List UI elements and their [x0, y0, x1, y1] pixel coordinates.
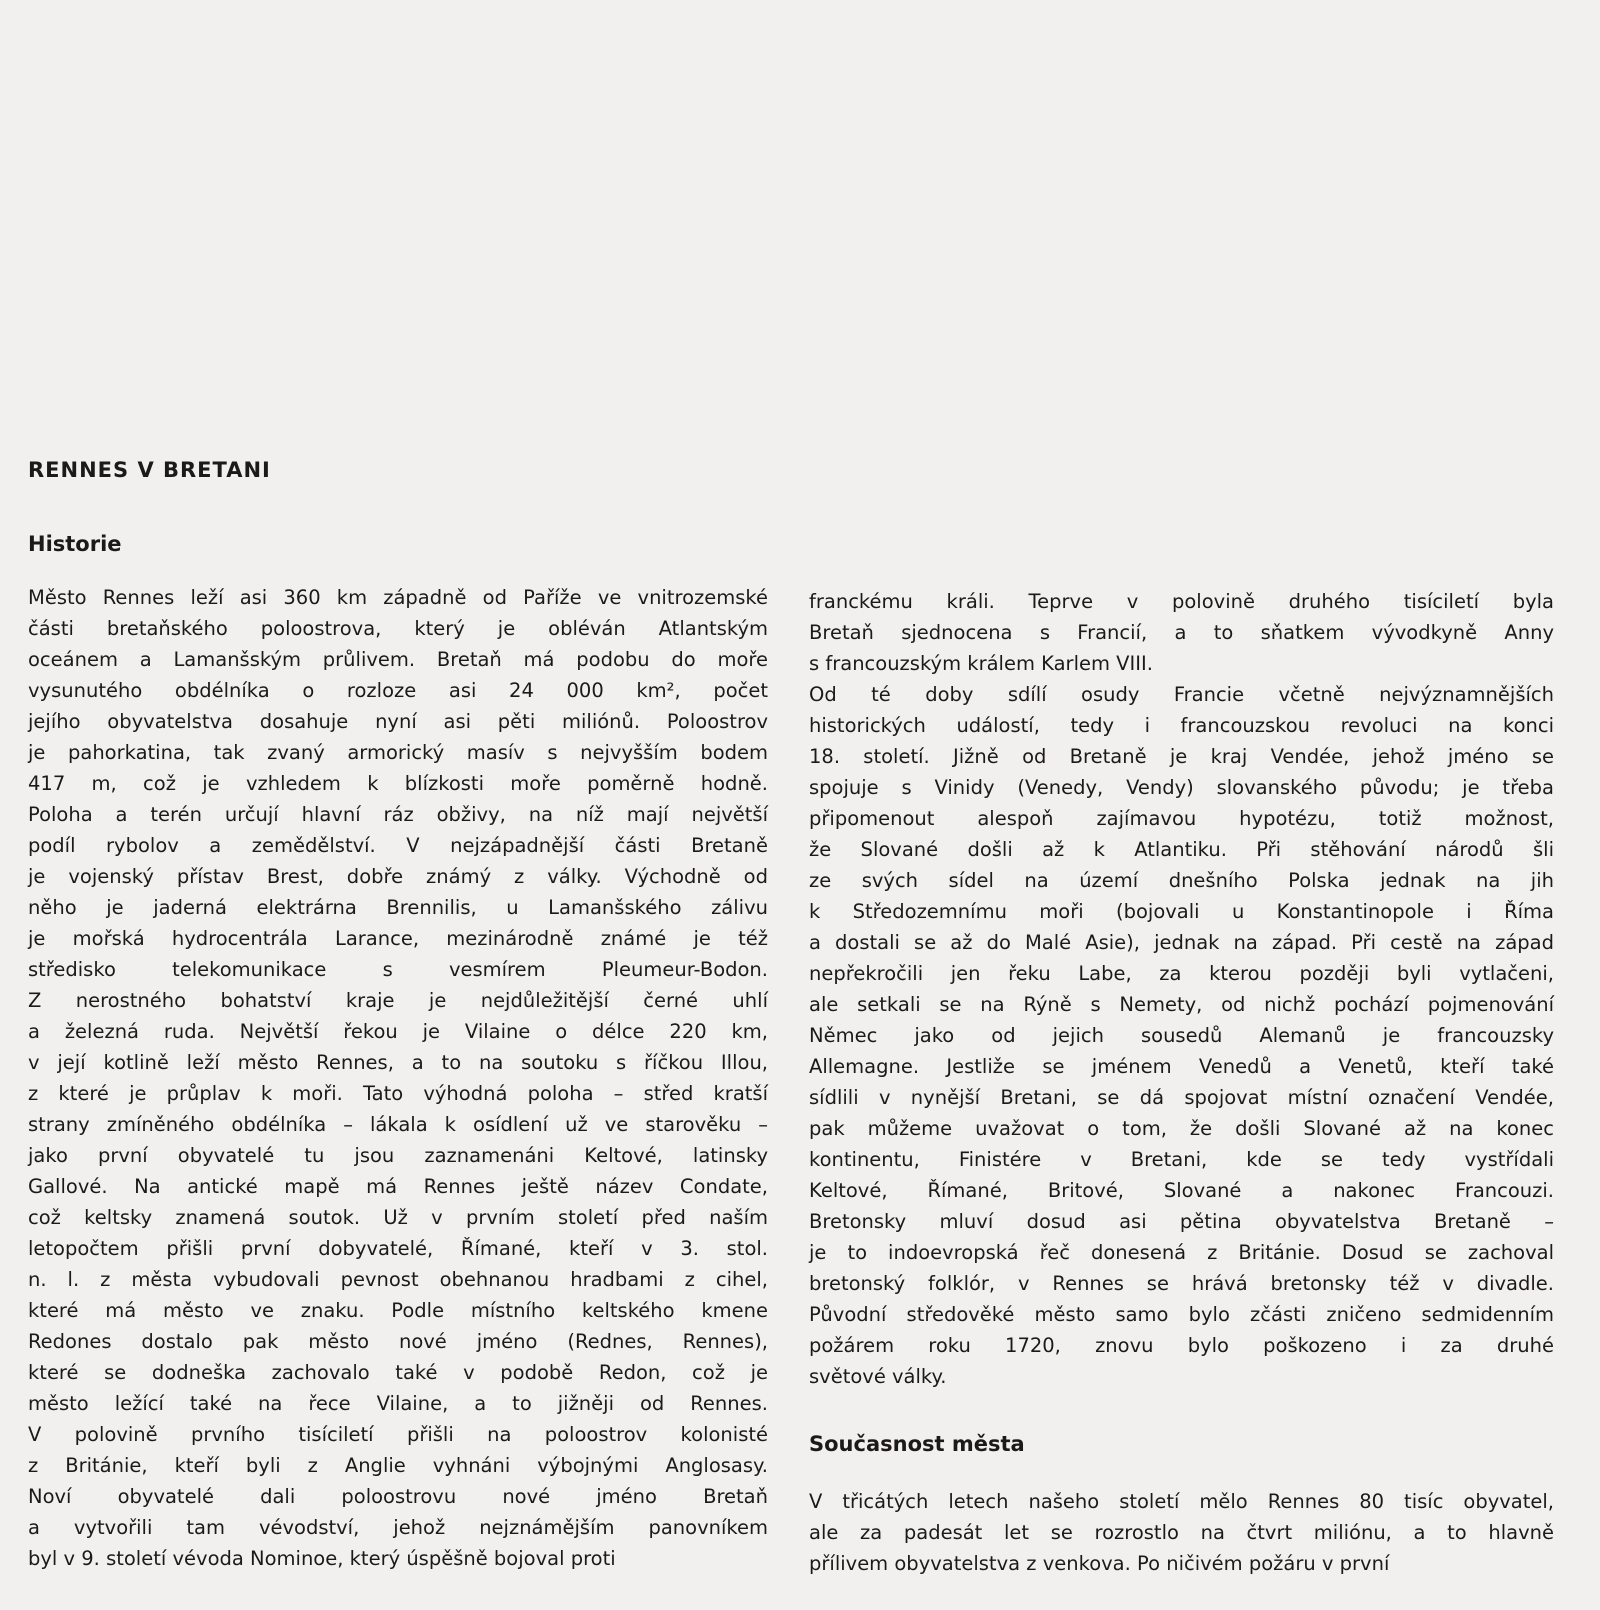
section-heading-historie: Historie: [28, 532, 122, 556]
text-line: vysunutého obdélníka o rozloze asi 24 000 km², počet: [28, 679, 768, 702]
text-line: spojuje s Vinidy (Venedy, Vendy) slovanského původu; je třeba: [809, 776, 1554, 799]
text-line: části bretaňského poloostrova, který je obléván Atlantským: [28, 617, 768, 640]
text-line: Allemagne. Jestliže se jménem Venedů a Venetů, kteří také: [809, 1055, 1554, 1078]
text-line: požárem roku 1720, znovu bylo poškozeno i za druhé: [809, 1334, 1554, 1357]
text-line: z které je průplav k moři. Tato výhodná poloha – střed kratší: [28, 1082, 768, 1105]
text-line: Původní středověké město samo bylo zčásti zničeno sedmidenním: [809, 1303, 1554, 1326]
section-heading-soucasnost: Současnost města: [809, 1432, 1025, 1456]
text-line: a vytvořili tam vévodství, jehož nejznámějším panovníkem: [28, 1516, 768, 1539]
text-line: Poloha a terén určují hlavní ráz obživy, na níž mají největší: [28, 803, 768, 826]
text-column-right-historie: [809, 586, 1554, 1392]
text-line: je pahorkatina, tak zvaný armorický masív s nejvyšším bodem: [28, 741, 768, 764]
text-line: Město Rennes leží asi 360 km západně od Paříže ve vnitrozemské: [28, 586, 768, 609]
text-line: ze svých sídel na území dnešního Polska jednak na jih: [809, 869, 1554, 892]
text-line: Redones dostalo pak město nové jméno (Rednes, Rennes),: [28, 1330, 768, 1353]
text-line: pak můžeme uvažovat o tom, že došli Slované až na konec: [809, 1117, 1554, 1140]
text-line: Od té doby sdílí osudy Francie včetně nejvýznamnějších: [809, 683, 1554, 706]
text-line: letopočtem přišli první dobyvatelé, Římané, kteří v 3. stol.: [28, 1237, 768, 1260]
text-line: přílivem obyvatelstva z venkova. Po ničivém požáru v první: [809, 1552, 1390, 1575]
text-line: které se dodneška zachovalo také v podobě Redon, což je: [28, 1361, 768, 1384]
text-line: strany zmíněného obdélníka – lákala k osídlení už ve starověku –: [28, 1113, 768, 1136]
text-line: V polovině prvního tisíciletí přišli na poloostrov kolonisté: [28, 1423, 768, 1446]
text-line: a železná ruda. Největší řekou je Vilaine o délce 220 km,: [28, 1020, 768, 1043]
text-line: Noví obyvatelé dali poloostrovu nové jméno Bretaň: [28, 1485, 768, 1508]
text-line: Němec jako od jejich sousedů Alemanů je francouzsky: [809, 1024, 1554, 1047]
text-line: něho je jaderná elektrárna Brennilis, u Lamanšského zálivu: [28, 896, 768, 919]
chapter-title: RENNES V BRETANI: [28, 458, 271, 482]
text-line: které má město ve znaku. Podle místního keltského kmene: [28, 1299, 768, 1322]
text-line: a dostali se až do Malé Asie), jednak na západ. Při cestě na západ: [809, 931, 1554, 954]
text-line: Bretaň sjednocena s Francií, a to sňatkem vývodkyně Anny: [809, 621, 1554, 644]
text-line: bretonský folklór, v Rennes se hrává bretonsky též v divadle.: [809, 1272, 1554, 1295]
text-line: 417 m, což je vzhledem k blízkosti moře poměrně hodně.: [28, 772, 768, 795]
text-line: Z nerostného bohatství kraje je nejdůležitější černé uhlí: [28, 989, 768, 1012]
text-line: ale za padesát let se rozrostlo na čtvrt miliónu, a to hlavně: [809, 1521, 1554, 1544]
text-line: což keltsky znamená soutok. Už v prvním století před naším: [28, 1206, 768, 1229]
text-line: Keltové, Římané, Britové, Slované a nakonec Francouzi.: [809, 1179, 1554, 1202]
text-line: Bretonsky mluví dosud asi pětina obyvatelstva Bretaně –: [809, 1210, 1554, 1233]
text-line: oceánem a Lamanšským průlivem. Bretaň má podobu do moře: [28, 648, 768, 671]
text-line: nepřekročili jen řeku Labe, za kterou později byli vytlačeni,: [809, 962, 1554, 985]
text-line: je mořská hydrocentrála Larance, mezinárodně známé je též: [28, 927, 768, 950]
text-line: sídlili v nynější Bretani, se dá spojovat místní označení Vendée,: [809, 1086, 1554, 1109]
text-column-left: [28, 582, 768, 1574]
text-line: světové války.: [809, 1365, 947, 1388]
text-line: s francouzským králem Karlem VIII.: [809, 652, 1153, 675]
text-line: n. l. z města vybudovali pevnost obehnanou hradbami z cihel,: [28, 1268, 768, 1291]
text-line: k Středozemnímu moři (bojovali u Konstantinopole i Říma: [809, 900, 1554, 923]
text-line: Gallové. Na antické mapě má Rennes ještě název Condate,: [28, 1175, 768, 1198]
text-line: jako první obyvatelé tu jsou zaznamenáni Keltové, latinsky: [28, 1144, 768, 1167]
text-line: historických událostí, tedy i francouzskou revoluci na konci: [809, 714, 1554, 737]
text-line: podíl rybolov a zemědělství. V nejzápadnější části Bretaně: [28, 834, 768, 857]
text-line: kontinentu, Finistére v Bretani, kde se tedy vystřídali: [809, 1148, 1554, 1171]
text-line: město ležící také na řece Vilaine, a to jižněji od Rennes.: [28, 1392, 768, 1415]
text-line: je vojenský přístav Brest, dobře známý z války. Východně od: [28, 865, 768, 888]
text-column-right-soucasnost: [809, 1486, 1554, 1579]
text-line: 18. století. Jižně od Bretaně je kraj Vendée, jehož jméno se: [809, 745, 1554, 768]
text-line: jejího obyvatelstva dosahuje nyní asi pěti miliónů. Poloostrov: [28, 710, 768, 733]
text-line: z Británie, kteří byli z Anglie vyhnáni výbojnými Anglosasy.: [28, 1454, 768, 1477]
text-line: v její kotlině leží město Rennes, a to na soutoku s říčkou Illou,: [28, 1051, 768, 1074]
text-line: V třicátých letech našeho století mělo Rennes 80 tisíc obyvatel,: [809, 1490, 1554, 1513]
text-line: je to indoevropská řeč donesená z Británie. Dosud se zachoval: [809, 1241, 1554, 1264]
text-line: středisko telekomunikace s vesmírem Pleumeur-Bodon.: [28, 958, 768, 981]
text-line: ale setkali se na Rýně s Nemety, od nichž pochází pojmenování: [809, 993, 1554, 1016]
text-line: že Slované došli až k Atlantiku. Při stěhování národů šli: [809, 838, 1554, 861]
text-line: franckému králi. Teprve v polovině druhého tisíciletí byla: [809, 590, 1554, 613]
text-line: připomenout alespoň zajímavou hypotézu, totiž možnost,: [809, 807, 1554, 830]
text-line: byl v 9. století vévoda Nominoe, který úspěšně bojoval proti: [28, 1547, 616, 1570]
